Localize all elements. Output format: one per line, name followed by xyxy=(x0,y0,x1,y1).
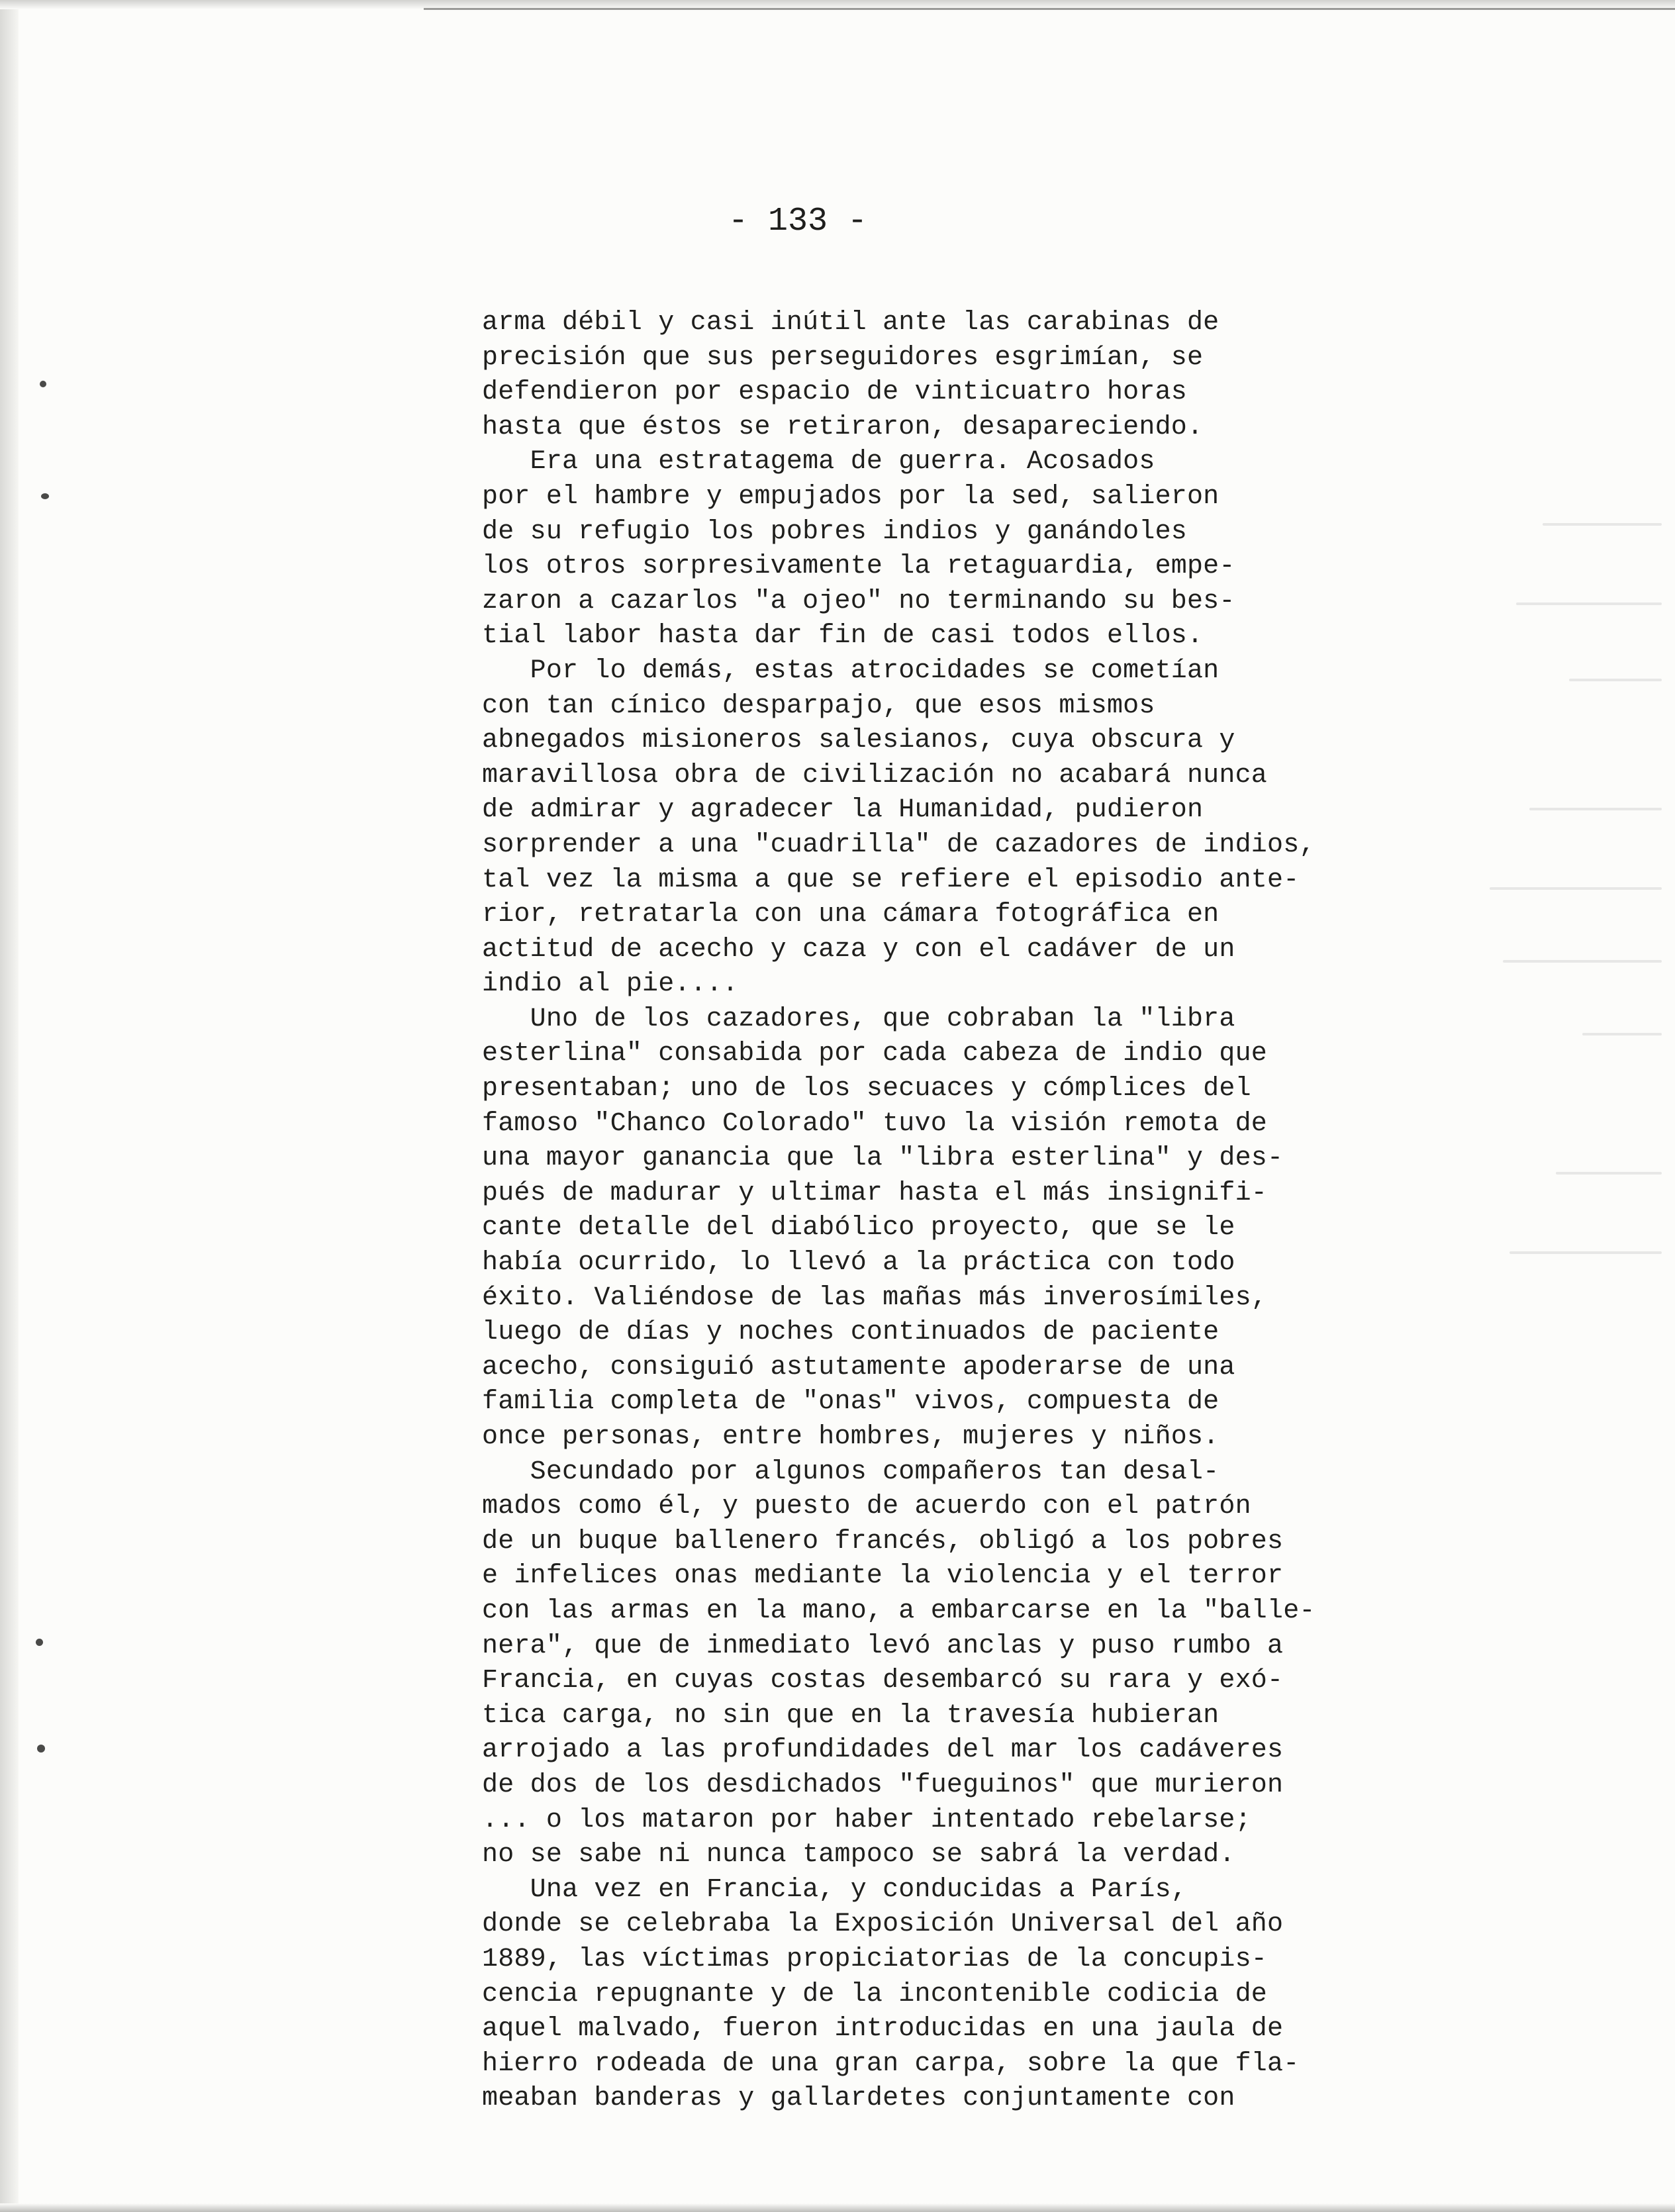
text-line: e infelices onas mediante la violencia y el terror xyxy=(482,1561,1284,1592)
punch-speck xyxy=(40,381,46,387)
scan-edge-left xyxy=(0,0,19,2212)
text-line: éxito. Valiéndose de las mañas más inverosímiles, xyxy=(482,1282,1267,1313)
text-line: 1889, las víctimas propiciatorias de la concupis- xyxy=(482,1944,1267,1974)
text-line: de dos de los desdichados "fueguinos" que murieron xyxy=(482,1770,1284,1800)
text-line: Por lo demás, estas atrocidades se cometían xyxy=(482,655,1220,686)
text-line: arma débil y casi inútil ante las carabinas de xyxy=(482,308,1220,338)
text-line: por el hambre y empujados por la sed, salieron xyxy=(482,481,1220,512)
text-line: de admirar y agradecer la Humanidad, pudieron xyxy=(482,795,1204,826)
text-line: mados como él, y puesto de acuerdo con el patrón xyxy=(482,1492,1251,1522)
text-line: cencia repugnante y de la incontenible codicia de xyxy=(482,1979,1267,2009)
text-line: zaron a cazarlos "a ojeo" no terminando su bes- xyxy=(482,586,1235,616)
text-line: ... o los mataron por haber intentado rebelarse; xyxy=(482,1805,1251,1835)
text-line: rior, retratarla con una cámara fotográfica en xyxy=(482,900,1220,930)
text-line: precisión que sus perseguidores esgrimían, se xyxy=(482,342,1204,373)
text-line: tica carga, no sin que en la travesía hubieran xyxy=(482,1700,1220,1731)
text-line: cante detalle del diabólico proyecto, que se le xyxy=(482,1213,1235,1243)
text-line: con las armas en la mano, a embarcarse en la "balle- xyxy=(482,1596,1316,1626)
text-line: actitud de acecho y caza y con el cadáver de un xyxy=(482,934,1235,965)
text-line: tal vez la misma a que se refiere el episodio ante- xyxy=(482,865,1300,895)
text-line: una mayor ganancia que la "libra esterlina" y des- xyxy=(482,1143,1284,1174)
punch-speck xyxy=(41,493,49,499)
text-line: acecho, consiguió astutamente apoderarse de una xyxy=(482,1352,1235,1382)
text-line: Francia, en cuyas costas desembarcó su rara y exó- xyxy=(482,1666,1284,1696)
text-line: no se sabe ni nunca tampoco se sabrá la verdad. xyxy=(482,1840,1235,1870)
text-line: hasta que éstos se retiraron, desapareciendo. xyxy=(482,412,1204,442)
text-line: nera", que de inmediato levó anclas y puso rumbo a xyxy=(482,1631,1284,1661)
body-text xyxy=(482,306,1356,2117)
text-line: esterlina" consabida por cada cabeza de indio que xyxy=(482,1039,1267,1069)
text-line: hierro rodeada de una gran carpa, sobre la que fla- xyxy=(482,2048,1300,2079)
text-line: había ocurrido, lo llevó a la práctica con todo xyxy=(482,1248,1235,1278)
text-line: presentaban; uno de los secuaces y cómplices del xyxy=(482,1074,1251,1104)
punch-speck xyxy=(37,1745,45,1753)
text-line: tial labor hasta dar fin de casi todos ellos. xyxy=(482,621,1204,651)
punch-speck xyxy=(36,1639,43,1646)
text-line: de un buque ballenero francés, obligó a los pobres xyxy=(482,1526,1284,1557)
scan-edge-top-line xyxy=(424,8,1675,10)
text-line: los otros sorpresivamente la retaguardia, empe- xyxy=(482,552,1235,582)
text-line: Una vez en Francia, y conducidas a París, xyxy=(482,1874,1187,1905)
text-line: abnegados misioneros salesianos, cuya obscura y xyxy=(482,726,1235,756)
text-line: donde se celebraba la Exposición Universal del año xyxy=(482,1909,1284,1940)
text-line: once personas, entre hombres, mujeres y niños. xyxy=(482,1422,1220,1452)
text-line: arrojado a las profundidades del mar los cadáveres xyxy=(482,1735,1284,1766)
text-line: maravillosa obra de civilización no acabará nunca xyxy=(482,760,1267,791)
text-line: luego de días y noches continuados de paciente xyxy=(482,1318,1220,1348)
text-line: de su refugio los pobres indios y ganándoles xyxy=(482,516,1187,547)
text-line: Secundado por algunos compañeros tan desal- xyxy=(482,1457,1220,1487)
text-line: indio al pie.... xyxy=(482,969,739,1000)
text-line: con tan cínico desparpajo, que esos mismos xyxy=(482,691,1155,721)
text-line: pués de madurar y ultimar hasta el más insignifi- xyxy=(482,1178,1267,1208)
text-line: sorprender a una "cuadrilla" de cazadores de indios, xyxy=(482,830,1316,860)
text-line: defendieron por espacio de vinticuatro horas xyxy=(482,377,1187,408)
text-line: Era una estratagema de guerra. Acosados xyxy=(482,447,1155,477)
page-number: - 133 - xyxy=(728,203,868,240)
scan-edge-bottom xyxy=(0,2203,1675,2212)
text-line: familia completa de "onas" vivos, compuesta de xyxy=(482,1387,1220,1418)
text-line: meaban banderas y gallardetes conjuntamente con xyxy=(482,2084,1235,2114)
text-line: Uno de los cazadores, que cobraban la "libra xyxy=(482,1004,1235,1034)
text-line: aquel malvado, fueron introducidas en una jaula de xyxy=(482,2014,1284,2044)
text-line: famoso "Chanco Colorado" tuvo la visión remota de xyxy=(482,1108,1267,1139)
